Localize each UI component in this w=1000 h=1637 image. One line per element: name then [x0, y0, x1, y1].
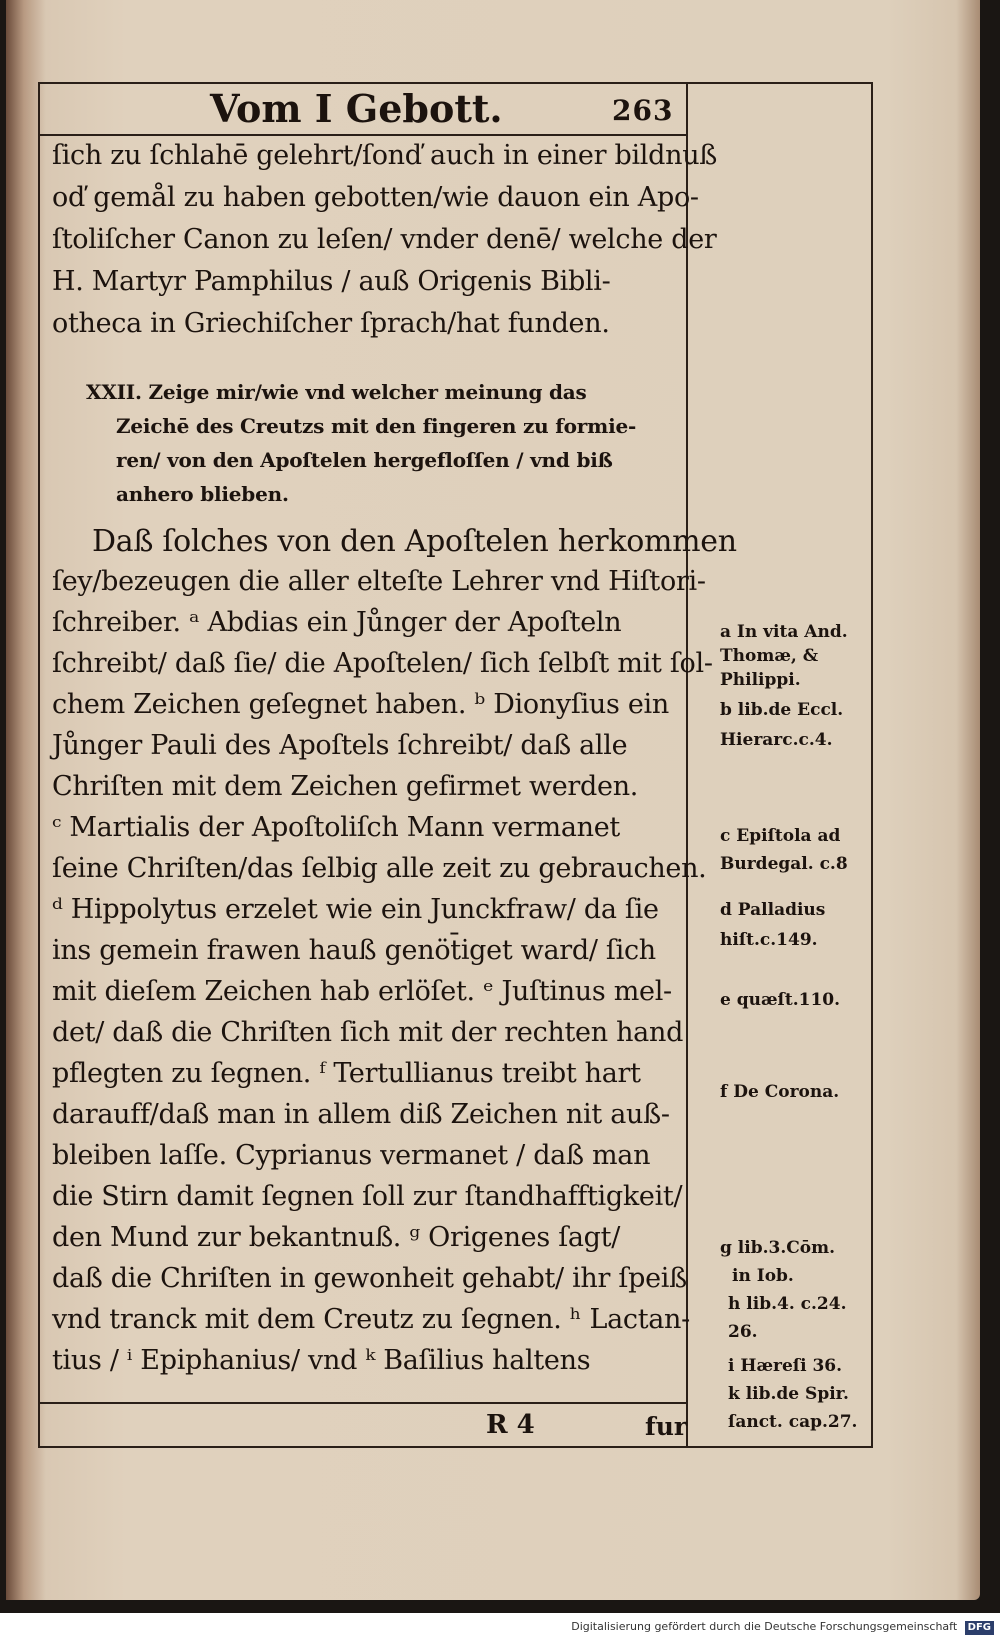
- body-line: chem Zeichen geſegnet haben. ᵇ Dionyſius ein: [52, 689, 669, 720]
- margin-note: a In vita And.: [720, 622, 848, 642]
- body-line: pflegten zu ſegnen. ᶠ Tertullianus treibt hart: [52, 1058, 641, 1089]
- header-rule: [38, 134, 688, 136]
- margin-note: g lib.3.Cōm.: [720, 1238, 836, 1258]
- margin-note: b lib.de Eccl.: [720, 700, 844, 720]
- question-line: anhero blieben.: [116, 482, 289, 506]
- digitization-banner: [571, 1617, 994, 1637]
- margin-note: h lib.4. c.24.: [728, 1294, 847, 1314]
- body-line: vnd tranck mit dem Creutz zu ſegnen. ʰ Lactan-: [52, 1304, 690, 1335]
- body-line: ſey/bezeugen die aller elteſte Lehrer vnd Hiſtori-: [52, 566, 706, 597]
- running-title: Vom I Gebott.: [210, 86, 503, 131]
- margin-note: c Epiſtola ad: [720, 826, 841, 846]
- dfg-logo: DFG: [965, 1621, 994, 1635]
- margin-note: e quæſt.110.: [720, 990, 841, 1010]
- margin-note: hiſt.c.149.: [720, 930, 818, 950]
- body-line: ſeine Chriſten/das ſelbig alle zeit zu gebrauchen.: [52, 853, 707, 884]
- banner-text: Digitalisierung gefördert durch die Deutsche Forschungsgemeinschaft: [571, 1620, 958, 1633]
- body-line: tius / ⁱ Epiphanius/ vnd ᵏ Baſilius haltens: [52, 1345, 591, 1376]
- body-line: ins gemein frawen hauß genöt̄iget ward/ ſich: [52, 935, 656, 966]
- body-line: Jůnger Pauli des Apoſtels ſchreibt/ daß alle: [52, 730, 628, 761]
- body-line: daß die Chriſten in gewonheit gehabt/ ihr ſpeiß: [52, 1263, 687, 1294]
- left-rule: [38, 82, 40, 1448]
- margin-note: i Hæreſi 36.: [728, 1356, 843, 1376]
- body-line: ᶜ Martialis der Apoſtoliſch Mann vermanet: [52, 812, 620, 843]
- margin-note: f De Corona.: [720, 1082, 840, 1102]
- body-line: otheca in Griechiſcher ſprach/hat funden.: [52, 308, 610, 339]
- body-line: bleiben laſſe. Cyprianus vermanet / daß man: [52, 1140, 651, 1171]
- margin-note: d Palladius: [720, 900, 826, 920]
- margin-note: in Iob.: [732, 1266, 794, 1286]
- margin-note: Burdegal. c.8: [720, 854, 848, 874]
- footer-rule: [38, 1402, 688, 1404]
- margin-note: k lib.de Spir.: [728, 1384, 849, 1404]
- body-line: ſtoliſcher Canon zu leſen/ vnder denē/ welche der: [52, 224, 717, 255]
- question-line: XXII. Zeige mir/wie vnd welcher meinung das: [86, 380, 587, 404]
- bottom-rule: [38, 1446, 873, 1448]
- margin-note: Hierarc.c.4.: [720, 730, 833, 750]
- body-line: Daß ſolches von den Apoſtelen herkommen: [92, 524, 737, 559]
- signature-mark: R 4: [486, 1410, 535, 1440]
- question-line: Zeichē des Creutzs mit den fingeren zu formie-: [116, 414, 637, 438]
- question-line: ren/ von den Apoſtelen hergefloſſen / vnd biß: [116, 448, 613, 472]
- body-line: mit dieſem Zeichen hab erlöſet. ᵉ Juſtinus mel-: [52, 976, 672, 1007]
- page-number: 263: [612, 94, 674, 127]
- catchword: fur: [645, 1412, 688, 1441]
- margin-note: 26.: [728, 1322, 758, 1342]
- body-line: ſich zu ſchlahē gelehrt/ſonď auch in einer bildnuß: [52, 140, 718, 171]
- body-line: ſchreiber. ᵃ Abdias ein Jůnger der Apoſteln: [52, 607, 622, 638]
- body-line: ſchreibt/ daß ſie/ die Apoſtelen/ ſich ſelbſt mit ſol-: [52, 648, 713, 679]
- body-line: H. Martyr Pamphilus / auß Origenis Bibli-: [52, 266, 611, 297]
- body-line: det/ daß die Chriſten ſich mit der rechten hand: [52, 1017, 684, 1048]
- body-line: Chriſten mit dem Zeichen gefirmet werden.: [52, 771, 639, 802]
- right-rule: [871, 82, 873, 1448]
- body-line: die Stirn damit ſegnen ſoll zur ſtandhafftigkeit/: [52, 1181, 683, 1212]
- column-rule: [686, 82, 688, 1448]
- margin-note: Thomæ, &: [720, 646, 819, 666]
- body-line: den Mund zur bekantnuß. ᵍ Origenes ſagt/: [52, 1222, 621, 1253]
- body-line: ᵈ Hippolytus erzelet wie ein Junckfraw/ da ſie: [52, 894, 659, 925]
- margin-note: ſanct. cap.27.: [728, 1412, 858, 1432]
- body-line: darauff/daß man in allem diß Zeichen nit auß-: [52, 1099, 670, 1130]
- body-line: oď gemål zu haben gebotten/wie dauon ein Apo-: [52, 182, 699, 213]
- margin-note: Philippi.: [720, 670, 801, 690]
